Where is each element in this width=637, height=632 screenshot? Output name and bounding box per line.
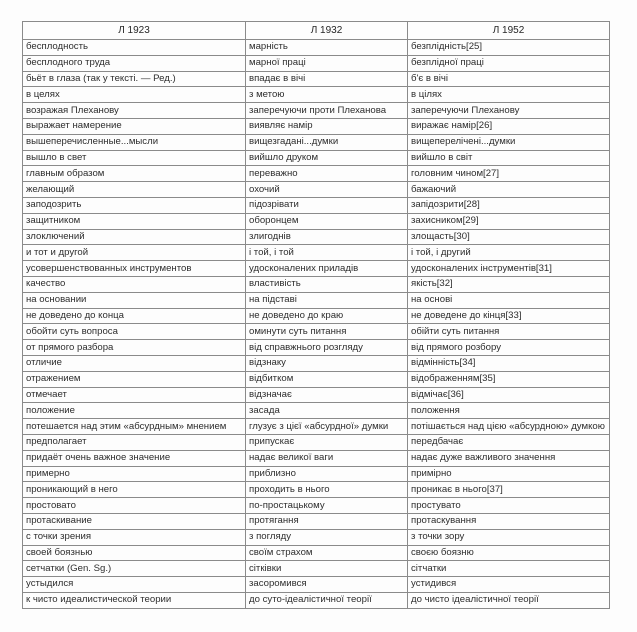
cell-l1923: защитником xyxy=(23,213,246,229)
table-row xyxy=(23,118,610,134)
table-row xyxy=(23,55,610,71)
cell-l1932: виявляє намір xyxy=(246,118,408,134)
comparison-table xyxy=(22,21,610,609)
table-row xyxy=(23,419,610,435)
cell-l1923: злоключений xyxy=(23,229,246,245)
cell-l1923: с точки зрения xyxy=(23,529,246,545)
table-row xyxy=(23,466,610,482)
cell-l1952: відображенням[35] xyxy=(408,371,610,387)
cell-l1952: устидився xyxy=(408,577,610,593)
cell-l1932: відзначає xyxy=(246,387,408,403)
cell-l1923: от прямого разбора xyxy=(23,340,246,356)
table-row xyxy=(23,87,610,103)
cell-l1952: якість[32] xyxy=(408,276,610,292)
table-row xyxy=(23,150,610,166)
table-row xyxy=(23,134,610,150)
table-row xyxy=(23,450,610,466)
cell-l1932: вищезгадані...думки xyxy=(246,134,408,150)
cell-l1952: з точки зору xyxy=(408,529,610,545)
cell-l1932: припускає xyxy=(246,434,408,450)
table-row xyxy=(23,434,610,450)
cell-l1932: по-простацькому xyxy=(246,498,408,514)
cell-l1923: главным образом xyxy=(23,166,246,182)
table-body xyxy=(23,40,610,609)
cell-l1923: в целях xyxy=(23,87,246,103)
cell-l1952: відмічає[36] xyxy=(408,387,610,403)
cell-l1923: вышеперечисленные...мысли xyxy=(23,134,246,150)
table-row xyxy=(23,103,610,119)
cell-l1923: отмечает xyxy=(23,387,246,403)
cell-l1923: усовершенствованных инструментов xyxy=(23,261,246,277)
table-row xyxy=(23,561,610,577)
cell-l1923: простовато xyxy=(23,498,246,514)
cell-l1932: глузує з цієї «абсурдної» думки xyxy=(246,419,408,435)
cell-l1952: захисником[29] xyxy=(408,213,610,229)
cell-l1952: вищеперелічені...думки xyxy=(408,134,610,150)
cell-l1923: бесплодность xyxy=(23,40,246,56)
cell-l1952: удосконалених інструментів[31] xyxy=(408,261,610,277)
cell-l1952: б'є в вічі xyxy=(408,71,610,87)
table-row xyxy=(23,403,610,419)
cell-l1923: не доведено до конца xyxy=(23,308,246,324)
cell-l1952: до чисто ідеалістичної теорії xyxy=(408,592,610,608)
cell-l1923: на основании xyxy=(23,292,246,308)
cell-l1932: на підставі xyxy=(246,292,408,308)
cell-l1932: впадає в вічі xyxy=(246,71,408,87)
cell-l1952: злощасть[30] xyxy=(408,229,610,245)
header-row xyxy=(23,22,610,40)
table-row xyxy=(23,513,610,529)
header-l1952: Л 1952 xyxy=(408,22,610,40)
table-row xyxy=(23,40,610,56)
cell-l1932: не доведено до краю xyxy=(246,308,408,324)
cell-l1932: властивість xyxy=(246,276,408,292)
cell-l1952: від прямого розбору xyxy=(408,340,610,356)
cell-l1952: потішається над цією «абсурдною» думкою xyxy=(408,419,610,435)
cell-l1952: передбачає xyxy=(408,434,610,450)
cell-l1932: проходить в нього xyxy=(246,482,408,498)
table-row xyxy=(23,166,610,182)
cell-l1932: своїм страхом xyxy=(246,545,408,561)
cell-l1932: засоромився xyxy=(246,577,408,593)
table-row xyxy=(23,482,610,498)
cell-l1932: до суто-ідеалістичної теорії xyxy=(246,592,408,608)
cell-l1932: приблизно xyxy=(246,466,408,482)
cell-l1932: з метою xyxy=(246,87,408,103)
cell-l1923: заподозрить xyxy=(23,197,246,213)
cell-l1952: відмінність[34] xyxy=(408,355,610,371)
cell-l1952: обійти суть питання xyxy=(408,324,610,340)
table-row xyxy=(23,529,610,545)
cell-l1932: злигоднів xyxy=(246,229,408,245)
cell-l1923: примерно xyxy=(23,466,246,482)
cell-l1952: виражає намір[26] xyxy=(408,118,610,134)
cell-l1923: качество xyxy=(23,276,246,292)
table-row xyxy=(23,592,610,608)
cell-l1932: оборонцем xyxy=(246,213,408,229)
table-row xyxy=(23,245,610,261)
cell-l1932: відбитком xyxy=(246,371,408,387)
cell-l1932: від справжнього розгляду xyxy=(246,340,408,356)
table-row xyxy=(23,371,610,387)
table-row xyxy=(23,308,610,324)
cell-l1923: своей боязнью xyxy=(23,545,246,561)
cell-l1932: відзнаку xyxy=(246,355,408,371)
cell-l1923: возражая Плеханову xyxy=(23,103,246,119)
cell-l1923: положение xyxy=(23,403,246,419)
cell-l1952: не доведене до кінця[33] xyxy=(408,308,610,324)
cell-l1932: вийшло друком xyxy=(246,150,408,166)
cell-l1952: безплідність[25] xyxy=(408,40,610,56)
cell-l1952: положення xyxy=(408,403,610,419)
cell-l1952: безплідної праці xyxy=(408,55,610,71)
cell-l1932: надає великої ваги xyxy=(246,450,408,466)
cell-l1932: сітківки xyxy=(246,561,408,577)
table-row xyxy=(23,498,610,514)
table-row xyxy=(23,276,610,292)
table-row xyxy=(23,577,610,593)
cell-l1923: желающий xyxy=(23,182,246,198)
header-l1923: Л 1923 xyxy=(23,22,246,40)
cell-l1923: и тот и другой xyxy=(23,245,246,261)
table-row xyxy=(23,71,610,87)
cell-l1952: бажаючий xyxy=(408,182,610,198)
table-row xyxy=(23,340,610,356)
table-row xyxy=(23,387,610,403)
cell-l1932: і той, і той xyxy=(246,245,408,261)
cell-l1932: протягання xyxy=(246,513,408,529)
cell-l1952: вийшло в світ xyxy=(408,150,610,166)
table-row xyxy=(23,355,610,371)
cell-l1952: головним чином[27] xyxy=(408,166,610,182)
cell-l1923: отражением xyxy=(23,371,246,387)
cell-l1952: в цілях xyxy=(408,87,610,103)
table-row xyxy=(23,182,610,198)
cell-l1952: запідозрити[28] xyxy=(408,197,610,213)
cell-l1923: обойти суть вопроса xyxy=(23,324,246,340)
cell-l1923: выражает намерение xyxy=(23,118,246,134)
cell-l1923: бьёт в глаза (так у тексті. — Ред.) xyxy=(23,71,246,87)
table-row xyxy=(23,197,610,213)
cell-l1952: заперечуючи Плеханову xyxy=(408,103,610,119)
cell-l1952: протаскування xyxy=(408,513,610,529)
cell-l1923: проникающий в него xyxy=(23,482,246,498)
cell-l1952: своєю боязню xyxy=(408,545,610,561)
cell-l1932: оминути суть питання xyxy=(246,324,408,340)
table-row xyxy=(23,261,610,277)
cell-l1952: простувато xyxy=(408,498,610,514)
table-row xyxy=(23,229,610,245)
cell-l1923: бесплодного труда xyxy=(23,55,246,71)
cell-l1932: заперечуючи проти Плеханова xyxy=(246,103,408,119)
cell-l1923: придаёт очень важное значение xyxy=(23,450,246,466)
cell-l1932: охочий xyxy=(246,182,408,198)
cell-l1952: на основі xyxy=(408,292,610,308)
cell-l1923: к чисто идеалистической теории xyxy=(23,592,246,608)
header-l1932: Л 1932 xyxy=(246,22,408,40)
cell-l1923: протаскивание xyxy=(23,513,246,529)
cell-l1932: з погляду xyxy=(246,529,408,545)
cell-l1952: сітчатки xyxy=(408,561,610,577)
cell-l1923: устыдился xyxy=(23,577,246,593)
cell-l1952: і той, і другий xyxy=(408,245,610,261)
cell-l1923: предполагает xyxy=(23,434,246,450)
cell-l1932: марність xyxy=(246,40,408,56)
cell-l1932: засада xyxy=(246,403,408,419)
cell-l1923: потешается над этим «абсурдным» мнением xyxy=(23,419,246,435)
cell-l1952: надає дуже важливого значення xyxy=(408,450,610,466)
cell-l1923: вышло в свет xyxy=(23,150,246,166)
table-row xyxy=(23,213,610,229)
table-row xyxy=(23,545,610,561)
cell-l1952: примірно xyxy=(408,466,610,482)
table-row xyxy=(23,292,610,308)
cell-l1923: отличие xyxy=(23,355,246,371)
table-row xyxy=(23,324,610,340)
cell-l1952: проникає в нього[37] xyxy=(408,482,610,498)
cell-l1932: удосконалених приладів xyxy=(246,261,408,277)
cell-l1932: підозрівати xyxy=(246,197,408,213)
cell-l1932: переважно xyxy=(246,166,408,182)
cell-l1932: марної праці xyxy=(246,55,408,71)
cell-l1923: сетчатки (Gen. Sg.) xyxy=(23,561,246,577)
